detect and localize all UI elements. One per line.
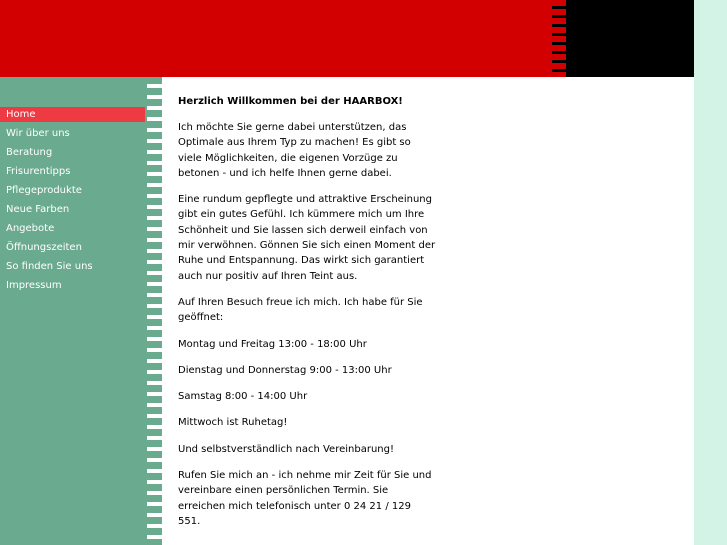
main-content — [178, 94, 436, 540]
hours-sat: Samstag 8:00 - 14:00 Uhr — [178, 391, 308, 403]
opening-intro-paragraph: Auf Ihren Besuch freue ich mich. Ich habe für Sie geöffnet: — [178, 296, 423, 324]
intro-paragraph: Ich möchte Sie gerne dabei unterstützen, das Optimale aus Ihrem Typ zu machen! Es gibt so viele Möglichkeiten, die eigenen Vorzüge zu betonen - und ich helfe Ihnen gerne dabei. — [178, 122, 411, 179]
nav-item-beratung[interactable]: Beratung — [6, 147, 53, 158]
nav-item-pflegeprodukte[interactable]: Pflegeprodukte — [6, 185, 82, 196]
hours-mon-fri: Montag und Freitag 13:00 - 18:00 Uhr — [178, 338, 367, 350]
header-comb-decoration — [552, 0, 566, 77]
hours-tue-thu: Dienstag und Donnerstag 9:00 - 13:00 Uhr — [178, 364, 392, 376]
nav-item-neue-farben[interactable]: Neue Farben — [6, 204, 70, 215]
main-navigation — [0, 107, 147, 297]
header-banner-black — [552, 0, 694, 77]
nav-item-wir-ueber-uns[interactable]: Wir über uns — [6, 128, 70, 139]
by-appointment: Und selbstverständlich nach Vereinbarung! — [178, 443, 394, 455]
header-banner-red — [0, 0, 552, 77]
nav-item-impressum[interactable]: Impressum — [6, 280, 62, 291]
nav-item-home[interactable]: Home — [0, 107, 145, 122]
page-title: Herzlich Willkommen bei der HAARBOX! — [178, 96, 403, 107]
nav-item-angebote[interactable]: Angebote — [6, 223, 55, 234]
care-paragraph: Eine rundum gepflegte und attraktive Erscheinung gibt ein gutes Gefühl. Ich kümmere mich um Ihre Schönheit und Sie lassen sich derweil einfach von mir verwöhnen. Gönnen Sie sich einen Moment der Ruhe und Entspannung. Das wirkt sich garantiert auch nur positiv auf Ihren Teint aus. — [178, 194, 436, 282]
nav-item-so-finden-sie-uns[interactable]: So finden Sie uns — [6, 261, 93, 272]
closed-day: Mittwoch ist Ruhetag! — [178, 417, 288, 429]
sidebar-comb-decoration — [147, 77, 162, 545]
nav-item-frisurentipps[interactable]: Frisurentipps — [6, 166, 71, 177]
contact-paragraph: Rufen Sie mich an - ich nehme mir Zeit für Sie und vereinbare einen persönlichen Termin. Sie erreichen mich telefonisch unter 0 24 21 / 129 551. — [178, 470, 432, 527]
nav-item-oeffnungszeiten[interactable]: Öffnungszeiten — [6, 242, 82, 253]
